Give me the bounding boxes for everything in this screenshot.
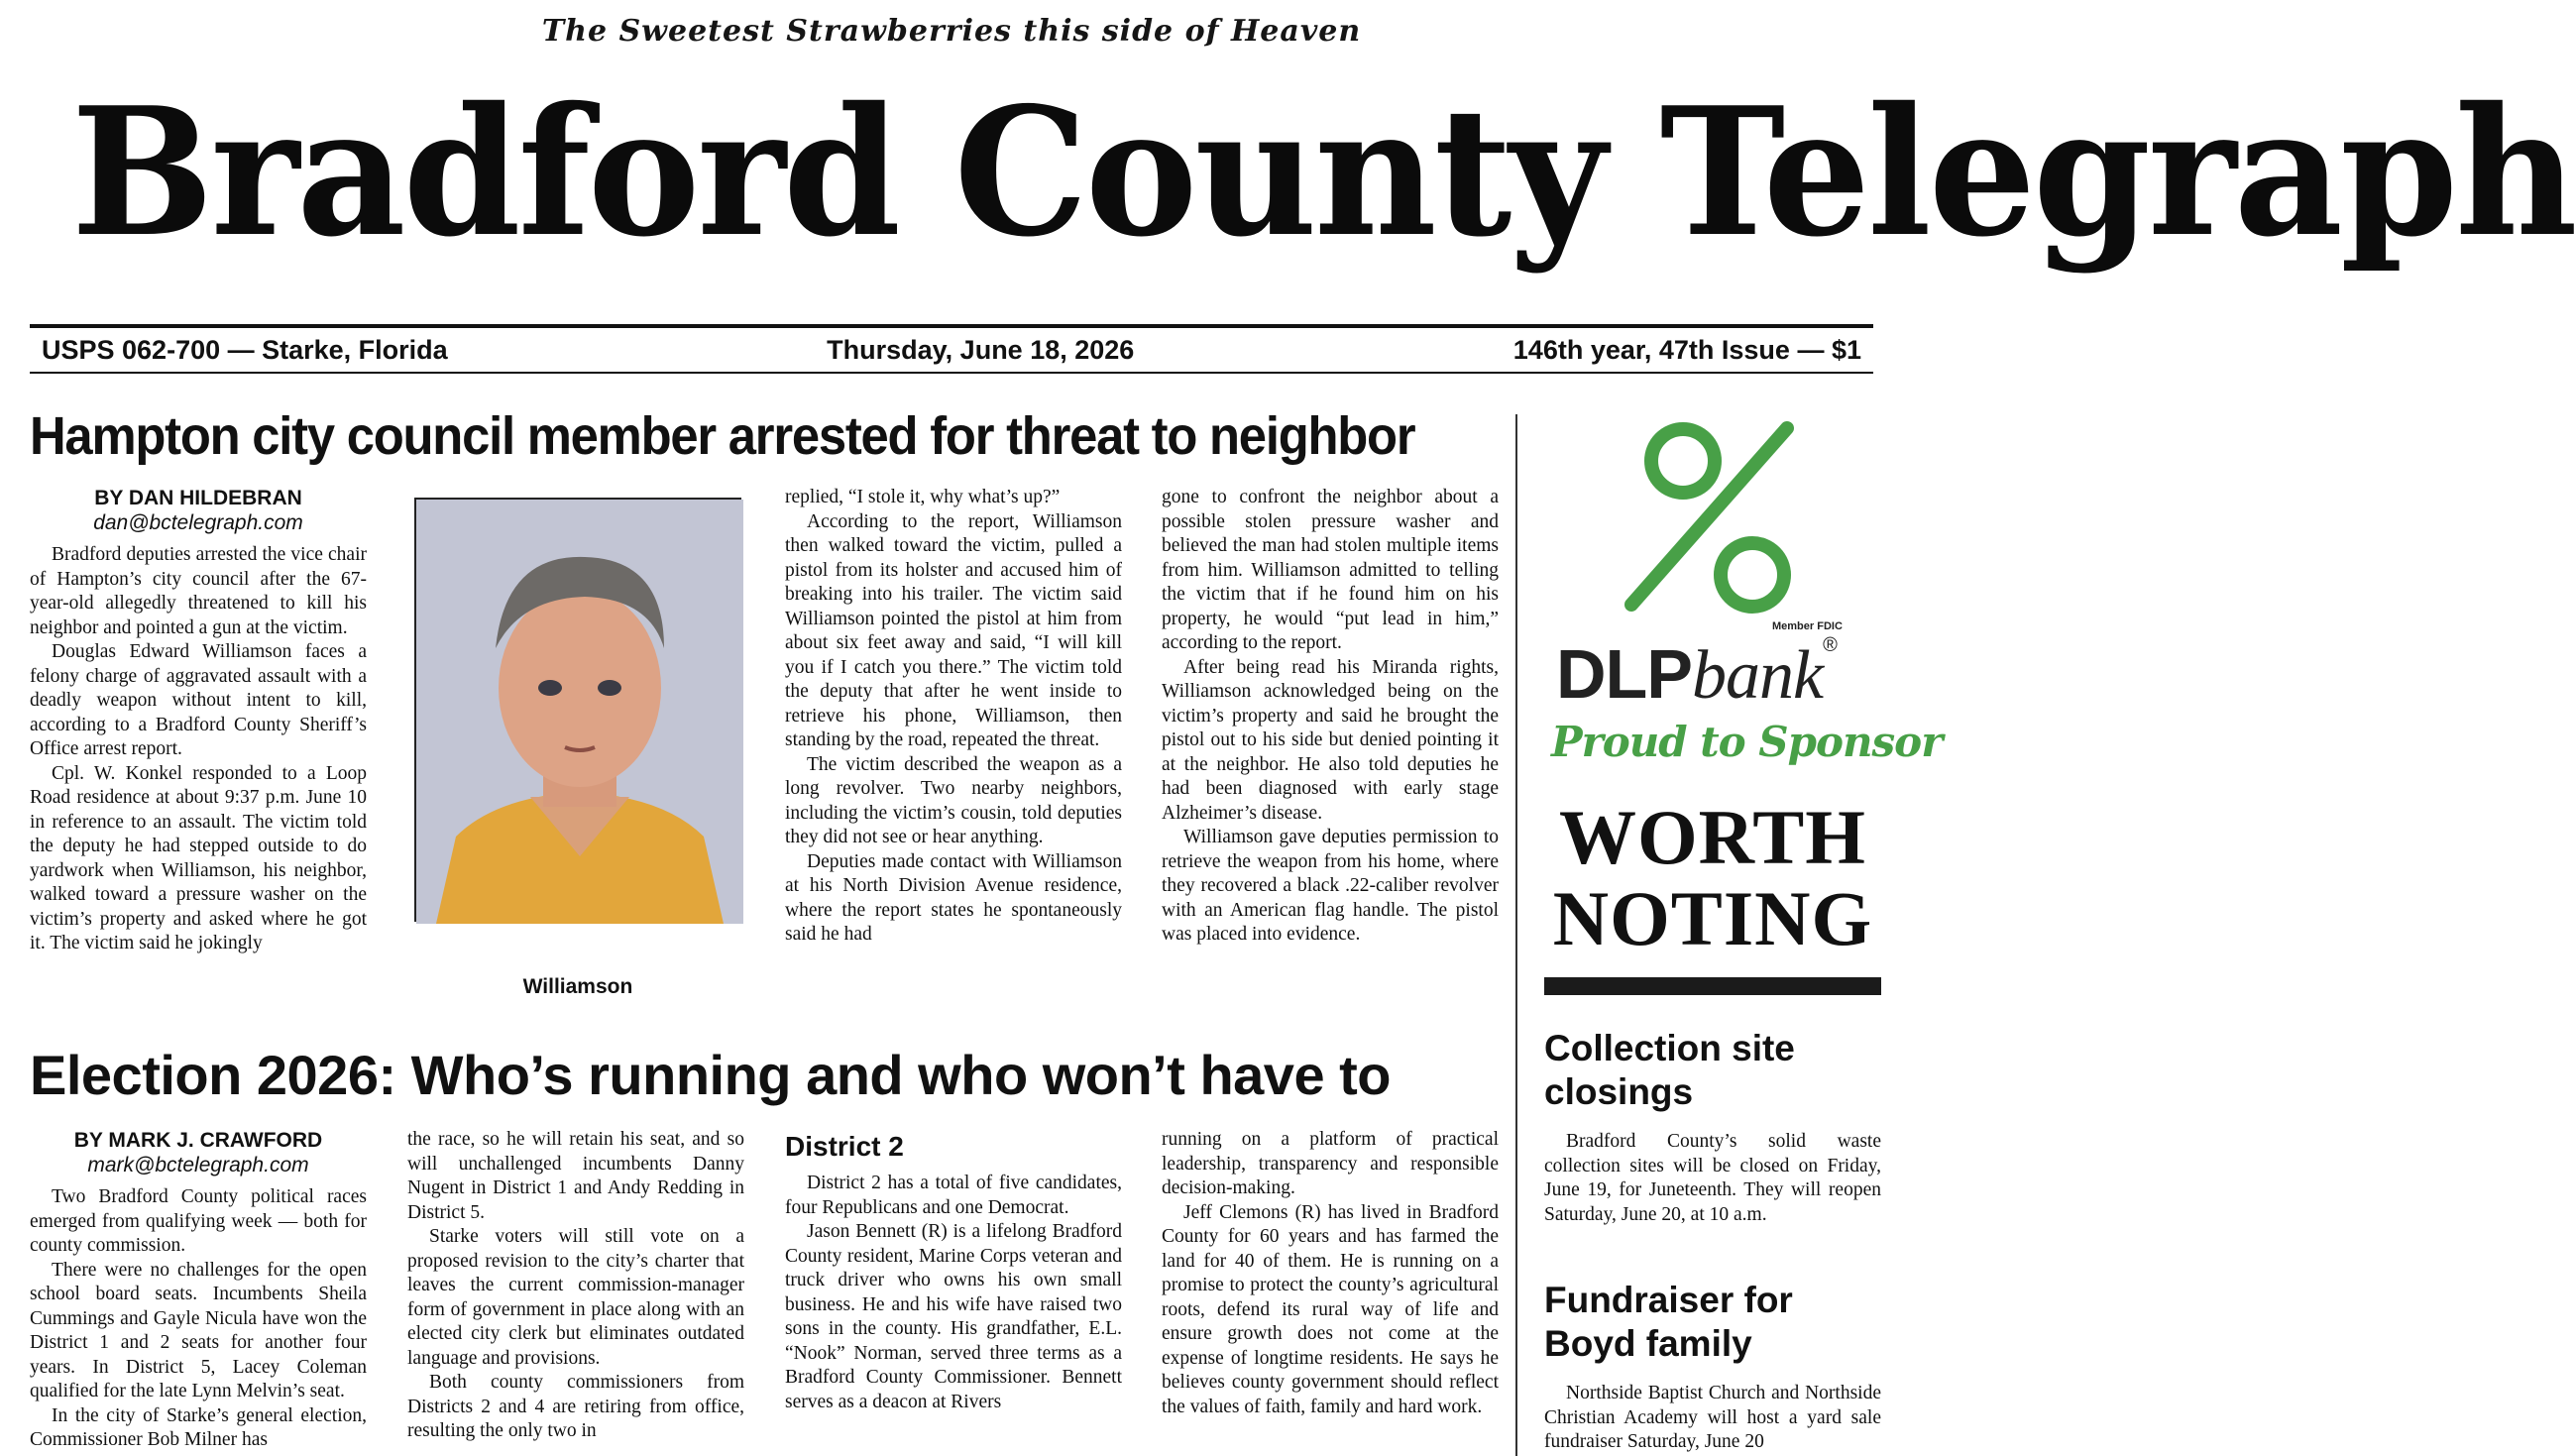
story2-paragraph: Jason Bennett (R) is a lifelong Bradford County resident, Marine Corps veteran and truck driver who owns his own small business. He and his wife have raised two sons in the county. His grandfather, E.L. “Nook” Norman, served three terms as a Bradford County Commissioner. Bennett serves as a deacon at Rivers [785, 1221, 1122, 1412]
story1-paragraph: The victim described the weapon as a long revolver. Two nearby neighbors, including the victim’s cousin, told deputies they did not see or hear anything. [785, 753, 1122, 847]
brief-collection-sites [1544, 1027, 1881, 1227]
story1-paragraph: Bradford deputies arrested the vice chair of Hampton’s city council after the 67-year-old allegedly threatened to kill his neighbor and pointed a gun at the victim. [30, 544, 367, 638]
story1-paragraph: According to the report, Williamson then walked toward the victim, pulled a pistol from its holster and accused him of breaking into his trailer. The victim said Williamson pointed the pistol at him from about six feet away and said, “I will kill you if I catch you there.” The victim told the deputy that after he went inside to retrieve his phone, Williamson, then standing by the road, repeated the threat. [785, 510, 1122, 750]
district-2-subhead: District 2 [785, 1131, 904, 1162]
bank-logo [1556, 634, 1873, 716]
story2-paragraph: Two Bradford County political races emerged from qualifying week — both for county commission. [30, 1186, 367, 1256]
story2-paragraph-continued: running on a platform of practical leadership, transparency and responsible decision-making. [1162, 1129, 1499, 1198]
folio-date: Thursday, June 18, 2026 [827, 334, 1135, 365]
section-rule [1544, 977, 1881, 995]
story2-column-3 [785, 1128, 1122, 1456]
newspaper-nameplate: Bradford County Telegraph [70, 68, 2575, 276]
fdic-badge: Member FDIC [1772, 620, 1843, 632]
registered-mark: ® [1823, 634, 1837, 656]
williamson-mugshot-photo[interactable] [414, 498, 741, 922]
story2-column-1 [30, 1128, 367, 1456]
brief-paragraph: Northside Baptist Church and Northside Christian Academy will host a yard sale fundraiser Saturday, June 20 [1544, 1383, 1881, 1452]
story1-paragraph: Deputies made contact with Williamson at his North Division Avenue residence, where the report states he spontaneously said he had [785, 850, 1122, 945]
brief-title[interactable]: Collection site closings [1544, 1028, 1795, 1112]
brief-body [1544, 1382, 1881, 1455]
story1-column-2 [785, 486, 1122, 1011]
story1-paragraph-continued: replied, “I stole it, why what’s up?” [785, 487, 1061, 507]
photo-caption: Williamson [522, 975, 633, 998]
story1-paragraph: Cpl. W. Konkel responded to a Loop Road residence at about 9:37 p.m. June 10 in reference to an assault. The victim told the deputy he had stepped outside to do yardwork when Williamson, his neighbor, walked toward a pressure washer on the victim’s property and asked where he got it. The victim said he jokingly [30, 762, 367, 953]
story1-paragraph: Douglas Edward Williamson faces a felony charge of aggravated assault with a deadly weapon without intent to kill, according to a Bradford County Sheriff’s Office arrest report. [30, 641, 367, 759]
percent-icon [1544, 416, 1881, 634]
bank-name-bold: DLP [1556, 635, 1692, 713]
story1-paragraph: Williamson gave deputies permission to retrieve the weapon from his home, where they recovered a black .22-caliber revolver with an American flag handle. The pistol was placed into evidence. [1162, 827, 1499, 945]
story2-paragraph: Jeff Clemons (R) has lived in Bradford County for 60 years and has farmed the land for 40 of them. He is running on a promise to protect the county’s agricultural roots, defend its rural way of life and ensure growth does not come at the expense of longtime residents. He says he believes county government should reflect the values of faith, family and hard work. [1162, 1201, 1499, 1417]
story2-paragraph: In the city of Starke’s general election, Commissioner Bob Milner has [30, 1404, 367, 1450]
story1-headline[interactable]: Hampton city council member arrested for threat to neighbor [30, 406, 1415, 466]
story2-paragraph: Both county commissioners from Districts 2 and 4 are retiring from office, resulting the only two in [407, 1372, 744, 1441]
story2-headline[interactable]: Election 2026: Who’s running and who won’t have to [30, 1044, 1392, 1106]
story2-byline: BY MARK J. CRAWFORD [73, 1129, 323, 1152]
story2-column-4 [1162, 1128, 1499, 1456]
mugshot-illustration [416, 500, 743, 924]
brief-paragraph: Bradford County’s solid waste collection sites will be closed on Friday, June 19, for Juneteenth. They will reopen Saturday, June 20, at 10 a.m. [1544, 1131, 1881, 1225]
story2-author-email[interactable]: mark@bctelegraph.com [87, 1154, 309, 1176]
brief-boyd-fundraiser [1544, 1279, 1881, 1456]
worth-noting-line-1: WORTH [1559, 794, 1866, 880]
worth-noting-title [1544, 794, 1881, 961]
story2-column-2 [407, 1128, 744, 1456]
ad-tagline: Proud to Sponsor [1551, 718, 1943, 766]
folio-bar [30, 324, 1873, 374]
story1-column-3 [1162, 486, 1499, 1011]
story2-paragraph: District 2 has a total of five candidates, four Republicans and one Democrat. [785, 1173, 1122, 1218]
brief-title[interactable]: Fundraiser for Boyd family [1544, 1280, 1793, 1364]
story1-column-1 [30, 486, 367, 1011]
story1-byline: BY DAN HILDEBRAN [94, 487, 302, 509]
story2-paragraph: Starke voters will still vote on a proposed revision to the city’s charter that leaves the current commission-manager form of government in place along with an elected city clerk but eliminates outdated language and provisions. [407, 1226, 744, 1369]
story2-paragraph: There were no challenges for the open school board seats. Incumbents Sheila Cummings and Gayle Nicula have won the District 1 and 2 seats for another four years. In District 5, Lacey Coleman qualified for the late Lynn Melvin’s seat. [30, 1259, 367, 1401]
masthead-tagline: The Sweetest Strawberries this side of Heaven [541, 14, 1362, 49]
column-divider [1515, 414, 1517, 1456]
story1-author-email[interactable]: dan@bctelegraph.com [93, 511, 303, 534]
story1-paragraph-continued: gone to confront the neighbor about a possible stolen pressure washer and believed the man had stolen multiple items from him. Williamson admitted to telling the victim that if he found him on his property, he would “put lead in him,” according to the report. [1162, 487, 1499, 653]
folio-issue-price: 146th year, 47th Issue — $1 [1512, 334, 1861, 365]
worth-noting-line-2: NOTING [1552, 875, 1873, 961]
bank-name-italic: bank [1692, 637, 1824, 714]
story2-paragraph-continued: the race, so he will retain his seat, and so will unchallenged incumbents Danny Nugent in District 1 and Andy Redding in District 5. [407, 1129, 744, 1223]
story1-paragraph: After being read his Miranda rights, Williamson acknowledged being on the victim’s property and said he brought the pistol out to his side but denied pointing it at the neighbor. He also told deputies he had been diagnosed with early stage Alzheimer’s disease. [1162, 656, 1499, 824]
brief-body [1544, 1130, 1881, 1227]
folio-publication-info: USPS 062-700 — Starke, Florida [42, 334, 448, 365]
